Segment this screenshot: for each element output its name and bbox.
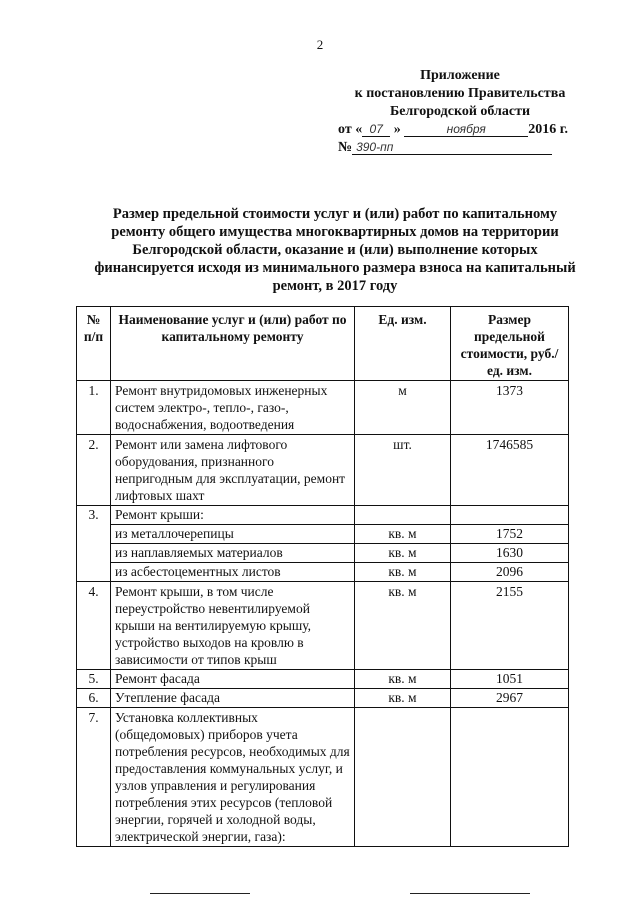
row-name: из наплавляемых материалов: [111, 544, 355, 563]
row-price: [451, 708, 569, 847]
row-name: Ремонт или замена лифтового оборудования, признанного непригодным для эксплуатации, ремонт лифтовых шахт: [111, 435, 355, 506]
table-row: [77, 689, 569, 708]
decree-number: 390-пп: [352, 140, 552, 155]
row-unit: [355, 506, 451, 525]
row-name: Установка коллективных (общедомовых) приборов учета потребления ресурсов, необходимых для предоставления коммунальных услуг, и узлов управления и регулирования потребления этих ресурсов (тепловой энергии, горячей и холодной воды, электрической энергии, газа):: [111, 708, 355, 847]
table-row: [77, 525, 569, 544]
document-title: Размер предельной стоимости услуг и (или) работ по капитальному ремонту общего имущества многоквартирных домов на территории Белгородской области, оказание и (или) выполнение которых финансируется исходя из минимального размера взноса на капитальный ремонт, в 2017 году: [94, 206, 576, 294]
row-price: 2096: [451, 563, 569, 582]
row-price: 2967: [451, 689, 569, 708]
row-num: 7.: [77, 708, 111, 847]
row-num: 4.: [77, 582, 111, 670]
table-row: [77, 670, 569, 689]
row-num: 2.: [77, 435, 111, 506]
appendix-number-line: [330, 139, 590, 157]
appendix-date-line: [330, 121, 590, 139]
row-num: 3.: [77, 506, 111, 582]
row-name: Ремонт крыши, в том числе переустройство невентилируемой крыши на вентилируемую крышу, устройство выходов на кровлю в зависимости от типов крыш: [111, 582, 355, 670]
row-price: 1051: [451, 670, 569, 689]
row-price: 1746585: [451, 435, 569, 506]
row-name: Ремонт крыши:: [111, 506, 355, 525]
row-num: 1.: [77, 381, 111, 435]
row-unit: кв. м: [355, 670, 451, 689]
row-price: 1752: [451, 525, 569, 544]
row-price: 1630: [451, 544, 569, 563]
appendix-region-line: Белгородской области: [389, 104, 531, 119]
row-unit: кв. м: [355, 689, 451, 708]
row-unit: кв. м: [355, 582, 451, 670]
row-unit: м: [355, 381, 451, 435]
row-unit: кв. м: [355, 563, 451, 582]
date-prefix: от «: [338, 122, 363, 137]
header-name: Наименование услуг и (или) работ по капитальному ремонту: [111, 307, 355, 381]
table-row: [77, 381, 569, 435]
appendix-header: [330, 67, 590, 157]
appendix-title: Приложение: [420, 68, 500, 83]
table-row: [77, 708, 569, 847]
header-price: Размер предельной стоимости, руб./ед. изм.: [451, 307, 569, 381]
price-table: [76, 306, 569, 847]
row-unit: [355, 708, 451, 847]
header-num: № п/п: [77, 307, 111, 381]
row-num: 6.: [77, 689, 111, 708]
row-name: Ремонт внутридомовых инженерных систем электро-, тепло-, газо-, водоснабжения, водоотведения: [111, 381, 355, 435]
row-price: 1373: [451, 381, 569, 435]
page-number: 2: [316, 37, 324, 52]
table-row: [77, 435, 569, 506]
row-unit: кв. м: [355, 544, 451, 563]
page-footer-rule: [410, 893, 530, 894]
row-price: [451, 506, 569, 525]
row-unit: кв. м: [355, 525, 451, 544]
date-mid: »: [393, 122, 401, 137]
appendix-decree-line: к постановлению Правительства: [354, 86, 566, 101]
table-row: [77, 544, 569, 563]
table-row: [77, 506, 569, 525]
row-name: Ремонт фасада: [111, 670, 355, 689]
row-name: Утепление фасада: [111, 689, 355, 708]
row-num: 5.: [77, 670, 111, 689]
row-unit: шт.: [355, 435, 451, 506]
table-row: [77, 582, 569, 670]
date-year: 2016 г.: [528, 122, 568, 137]
row-name: из асбестоцементных листов: [111, 563, 355, 582]
page-footer-rule: [150, 893, 250, 894]
number-prefix: №: [338, 140, 353, 155]
row-name: из металлочерепицы: [111, 525, 355, 544]
table-row: [77, 563, 569, 582]
row-price: 2155: [451, 582, 569, 670]
date-month: ноября: [404, 122, 528, 137]
table-header-row: [77, 307, 569, 381]
header-unit: Ед. изм.: [355, 307, 451, 381]
date-day: 07: [362, 122, 390, 137]
